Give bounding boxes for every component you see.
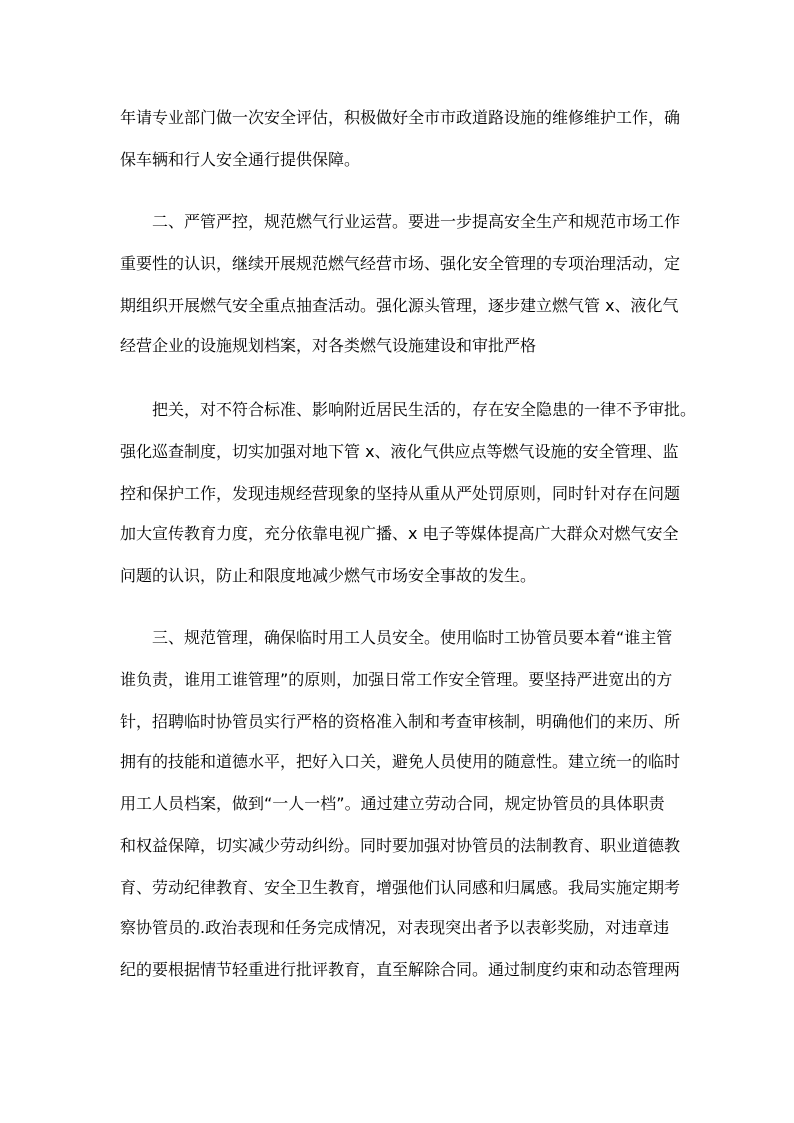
text-line: 重要性的认识，继续开展规范燃气经营市场、强化安全管理的专项治理活动，定	[120, 254, 681, 273]
text-line: 用工人员档案，做到“一人一档”。通过建立劳动合同，规定协管员的具体职责	[120, 794, 665, 813]
text-line: 保车辆和行人安全通行提供保障。	[120, 150, 361, 169]
text-line: 谁负责，谁用工谁管理”的原则，加强日常工作安全管理。要坚持严进宽出的方	[120, 670, 673, 689]
paragraph-heading-3: 三、规范管理，确保临时用工人员安全。使用临时工协管员要本着“谁主管	[152, 628, 673, 647]
text-line: 期组织开展燃气安全重点抽查活动。强化源头管理，逐步建立燃气管 x、液化气	[120, 296, 679, 315]
paragraph-heading-2: 二、严管严控，规范燃气行业运营。要进一步提高安全生产和规范市场工作	[152, 212, 681, 231]
text-line: 控和保护工作，发现违规经营现象的坚持从重从严处罚原则，同时针对存在问题	[120, 484, 681, 503]
text-line: 把关，对不符合标准、影响附近居民生活的，存在安全隐患的一律不予审批。	[152, 400, 697, 419]
text-line: 拥有的技能和道德水平，把好入口关，避免人员使用的随意性。建立统一的临时	[120, 752, 681, 771]
text-line: 纪的要根据情节轻重进行批评教育，直至解除合同。通过制度约束和动态管理两	[120, 960, 681, 979]
text-line: 经营企业的设施规划档案，对各类燃气设施建设和审批严格	[120, 336, 537, 355]
text-line: 年请专业部门做一次安全评估，积极做好全市市政道路设施的维修维护工作，确	[120, 108, 681, 127]
text-line: 问题的认识，防止和限度地减少燃气市场安全事故的发生。	[120, 566, 537, 585]
text-line: 强化巡查制度，切实加强对地下管 x、液化气供应点等燃气设施的安全管理、监	[120, 442, 679, 461]
text-line: 育、劳动纪律教育、安全卫生教育，增强他们认同感和归属感。我局实施定期考	[120, 878, 681, 897]
text-line: 察协管员的.政治表现和任务完成情况，对表现突出者予以表彰奖励，对违章违	[120, 918, 670, 937]
text-line: 针，招聘临时协管员实行严格的资格准入制和考查审核制，明确他们的来历、所	[120, 712, 681, 731]
text-line: 和权益保障，切实减少劳动纠纷。同时要加强对协管员的法制教育、职业道德教	[120, 836, 681, 855]
text-line: 加大宣传教育力度，充分依靠电视广播、x 电子等媒体提高广大群众对燃气安全	[120, 524, 679, 543]
